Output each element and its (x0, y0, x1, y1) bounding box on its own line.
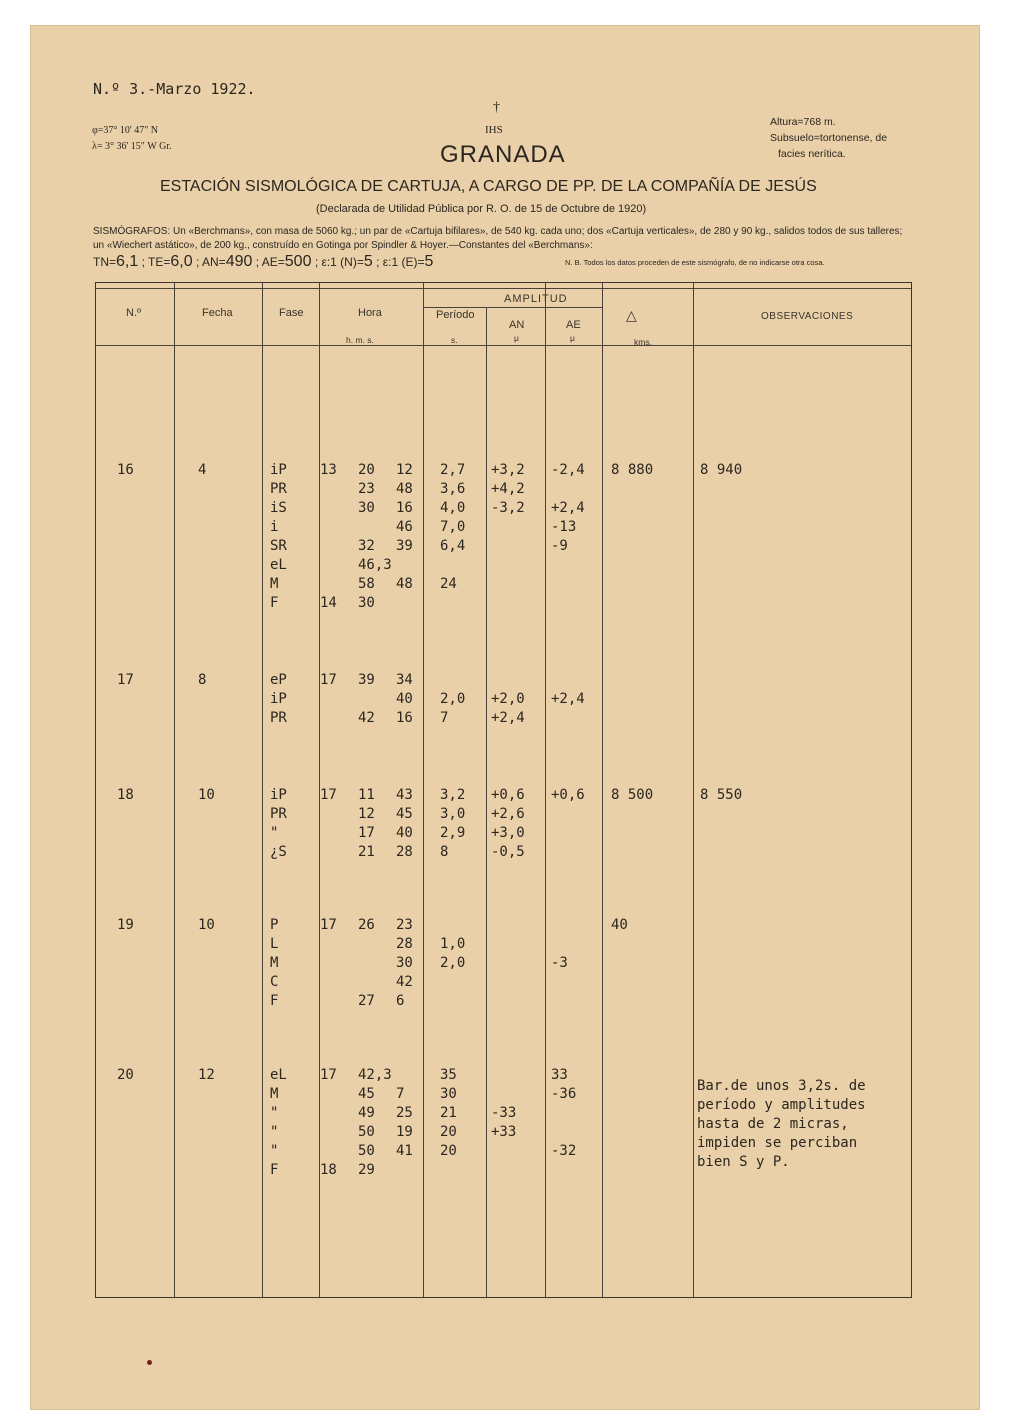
period-cell: 3,0 (440, 806, 466, 822)
second-cell: 48 (396, 576, 413, 592)
tn-value: 6,1 (116, 253, 139, 270)
minute-cell: 30 (358, 595, 375, 611)
event-date: 4 (198, 462, 207, 478)
minute-cell: 42 (358, 710, 375, 726)
station-title: ESTACIÓN SISMOLÓGICA DE CARTUJA, A CARGO DE PP. DE LA COMPAÑÍA DE JESÚS (160, 178, 817, 195)
phase-cell: L (270, 936, 279, 952)
phase-cell: PR (270, 806, 287, 822)
phase-cell: iP (270, 462, 287, 478)
second-cell: 40 (396, 691, 413, 707)
phase-cell: F (270, 1162, 279, 1178)
amplitude-e-cell: +0,6 (551, 787, 585, 803)
event-date: 8 (198, 672, 207, 688)
amplitude-e-cell: +2,4 (551, 691, 585, 707)
period-cell: 2,0 (440, 955, 466, 971)
minute-cell: 11 (358, 787, 375, 803)
amplitude-n-cell: +0,6 (491, 787, 525, 803)
period-cell: 2,7 (440, 462, 466, 478)
declaration: (Declarada de Utilidad Pública por R. O. de 15 de Octubre de 1920) (316, 203, 647, 215)
amplitude-n-cell: +2,0 (491, 691, 525, 707)
event-number: 18 (117, 787, 134, 803)
observation-line: hasta de 2 micras, (697, 1116, 849, 1132)
period-cell: 2,0 (440, 691, 466, 707)
event-distance: 40 (611, 917, 628, 933)
observation-line: bien S y P. (697, 1154, 790, 1170)
second-cell: 30 (396, 955, 413, 971)
second-cell: 41 (396, 1143, 413, 1159)
phase-cell: C (270, 974, 279, 990)
header-periodo: Período (436, 309, 475, 321)
event-distance-alt: 8 550 (700, 787, 743, 803)
ae-value: 500 (284, 253, 312, 270)
amplitude-e-cell: -36 (551, 1086, 577, 1102)
minute-cell: 50 (358, 1143, 375, 1159)
phase-cell: " (270, 1124, 279, 1140)
second-cell: 19 (396, 1124, 413, 1140)
minute-cell: 42,3 (358, 1067, 392, 1083)
minute-cell: 27 (358, 993, 375, 1009)
header-no: N.º (126, 307, 142, 319)
phase-cell: eL (270, 557, 287, 573)
phase-cell: eP (270, 672, 287, 688)
amplitude-n-cell: -0,5 (491, 844, 525, 860)
amplitude-e-cell: +2,4 (551, 500, 585, 516)
ink-dot (147, 1360, 152, 1365)
amplitude-n-cell: +3,0 (491, 825, 525, 841)
amplitude-e-cell: -13 (551, 519, 577, 535)
minute-cell: 58 (358, 576, 375, 592)
latitude: φ=37° 10' 47" N (92, 125, 159, 136)
phase-cell: M (270, 955, 279, 971)
an-label: ; AN= (196, 255, 226, 269)
second-cell: 6 (396, 993, 405, 1009)
minute-cell: 32 (358, 538, 375, 554)
second-cell: 42 (396, 974, 413, 990)
phase-cell: SR (270, 538, 287, 554)
an-value: 490 (225, 253, 253, 270)
amplitude-e-cell: 33 (551, 1067, 568, 1083)
second-cell: 16 (396, 500, 413, 516)
minute-cell: 23 (358, 481, 375, 497)
issue-title: N.º 3.-Marzo 1922. (93, 80, 256, 98)
minute-cell: 46,3 (358, 557, 392, 573)
event-number: 20 (117, 1067, 134, 1083)
minute-cell: 29 (358, 1162, 375, 1178)
en-value: 5 (363, 253, 373, 270)
minute-cell: 17 (358, 825, 375, 841)
header-hms: h. m. s. (346, 335, 374, 345)
phase-cell: P (270, 917, 279, 933)
observation-line: impiden se perciban (697, 1135, 858, 1151)
hour-cell: 14 (320, 595, 337, 611)
event-number: 19 (117, 917, 134, 933)
minute-cell: 39 (358, 672, 375, 688)
event-number: 16 (117, 462, 134, 478)
header-delta-unit: kms. (634, 337, 652, 347)
te-label: ; TE= (141, 255, 171, 269)
period-cell: 7,0 (440, 519, 466, 535)
header-ae-unit: μ (570, 333, 575, 343)
phase-cell: PR (270, 710, 287, 726)
nb-note: N. B. Todos los datos proceden de este sismógrafo, de no indicarse otra cosa. (565, 258, 825, 267)
event-distance: 8 880 (611, 462, 654, 478)
observation-line: período y amplitudes (697, 1097, 866, 1113)
period-cell: 1,0 (440, 936, 466, 952)
phase-cell: iS (270, 500, 287, 516)
second-cell: 28 (396, 844, 413, 860)
amplitude-e-cell: -2,4 (551, 462, 585, 478)
period-cell: 21 (440, 1105, 457, 1121)
observation-line: Bar.de unos 3,2s. de (697, 1078, 866, 1094)
amplitude-n-cell: +3,2 (491, 462, 525, 478)
subsoil: Subsuelo=tortonense, de (770, 132, 888, 144)
second-cell: 7 (396, 1086, 405, 1102)
hour-cell: 18 (320, 1162, 337, 1178)
ee-value: 5 (424, 253, 434, 270)
te-value: 6,0 (170, 253, 193, 270)
minute-cell: 49 (358, 1105, 375, 1121)
longitude: λ= 3° 36' 15" W Gr. (92, 141, 172, 152)
header-fase: Fase (279, 307, 304, 319)
header-amplitud: AMPLITUD (504, 293, 568, 305)
period-cell: 6,4 (440, 538, 466, 554)
period-cell: 8 (440, 844, 449, 860)
altitude: Altura=768 m. (770, 116, 836, 128)
cross-icon: † (493, 100, 500, 115)
hour-cell: 17 (320, 1067, 337, 1083)
phase-cell: " (270, 825, 279, 841)
amplitude-n-cell: +33 (491, 1124, 517, 1140)
amplitude-e-cell: -9 (551, 538, 568, 554)
event-distance: 8 500 (611, 787, 654, 803)
phase-cell: iP (270, 787, 287, 803)
phase-cell: M (270, 576, 279, 592)
event-number: 17 (117, 672, 134, 688)
hour-cell: 17 (320, 672, 337, 688)
minute-cell: 26 (358, 917, 375, 933)
constants-line (93, 253, 433, 271)
second-cell: 28 (396, 936, 413, 952)
period-cell: 24 (440, 576, 457, 592)
amplitude-e-cell: -3 (551, 955, 568, 971)
second-cell: 23 (396, 917, 413, 933)
second-cell: 34 (396, 672, 413, 688)
phase-cell: " (270, 1143, 279, 1159)
city-title: GRANADA (440, 141, 566, 168)
header-periodo-unit: s. (451, 335, 458, 345)
second-cell: 12 (396, 462, 413, 478)
phase-cell: F (270, 595, 279, 611)
period-cell: 7 (440, 710, 449, 726)
period-cell: 20 (440, 1124, 457, 1140)
hour-cell: 17 (320, 917, 337, 933)
period-cell: 2,9 (440, 825, 466, 841)
period-cell: 35 (440, 1067, 457, 1083)
phase-cell: PR (270, 481, 287, 497)
amplitude-n-cell: -33 (491, 1105, 517, 1121)
amplitude-n-cell: -3,2 (491, 500, 525, 516)
second-cell: 16 (396, 710, 413, 726)
minute-cell: 21 (358, 844, 375, 860)
event-date: 10 (198, 917, 215, 933)
tn-label: TN= (93, 255, 117, 269)
second-cell: 40 (396, 825, 413, 841)
second-cell: 48 (396, 481, 413, 497)
second-cell: 46 (396, 519, 413, 535)
second-cell: 39 (396, 538, 413, 554)
event-date: 12 (198, 1067, 215, 1083)
hour-cell: 17 (320, 787, 337, 803)
period-cell: 4,0 (440, 500, 466, 516)
facies: facies nerítica. (778, 148, 846, 160)
header-observaciones: OBSERVACIONES (761, 311, 854, 322)
amplitude-e-cell: -32 (551, 1143, 577, 1159)
phase-cell: " (270, 1105, 279, 1121)
event-distance-alt: 8 940 (700, 462, 743, 478)
event-date: 10 (198, 787, 215, 803)
phase-cell: iP (270, 691, 287, 707)
minute-cell: 12 (358, 806, 375, 822)
minute-cell: 50 (358, 1124, 375, 1140)
ae-label: ; AE= (255, 255, 285, 269)
header-fecha: Fecha (202, 307, 233, 319)
minute-cell: 45 (358, 1086, 375, 1102)
phase-cell: ¿S (270, 844, 287, 860)
period-cell: 30 (440, 1086, 457, 1102)
ee-label: ; ε:1 (E)= (376, 255, 425, 269)
period-cell: 3,2 (440, 787, 466, 803)
period-cell: 3,6 (440, 481, 466, 497)
hour-cell: 13 (320, 462, 337, 478)
phase-cell: M (270, 1086, 279, 1102)
seismographs-note: SISMÓGRAFOS: Un «Berchmans», con masa de 5060 kg.; un par de «Cartuja bifilares», de 540 kg. cada uno; dos «Cartuja verticales», de 280 y 90 kg., salidos todos de sus talleres; un «Wiechert astático», de 200 kg., construído en Gotinga por Spindler & Hoyer.—Constantes del «Berchmans»: (93, 226, 903, 251)
second-cell: 43 (396, 787, 413, 803)
minute-cell: 20 (358, 462, 375, 478)
second-cell: 45 (396, 806, 413, 822)
header-an: AN (509, 319, 525, 331)
header-ae: AE (566, 319, 581, 331)
en-label: ; ε:1 (N)= (314, 255, 364, 269)
phase-cell: F (270, 993, 279, 1009)
minute-cell: 30 (358, 500, 375, 516)
amplitude-n-cell: +2,4 (491, 710, 525, 726)
phase-cell: i (270, 519, 279, 535)
ihs-monogram: IHS (485, 124, 503, 136)
amplitude-n-cell: +2,6 (491, 806, 525, 822)
period-cell: 20 (440, 1143, 457, 1159)
phase-cell: eL (270, 1067, 287, 1083)
header-delta: △ (626, 307, 637, 323)
header-an-unit: μ (514, 333, 519, 343)
second-cell: 25 (396, 1105, 413, 1121)
amplitude-n-cell: +4,2 (491, 481, 525, 497)
header-hora: Hora (358, 307, 382, 319)
